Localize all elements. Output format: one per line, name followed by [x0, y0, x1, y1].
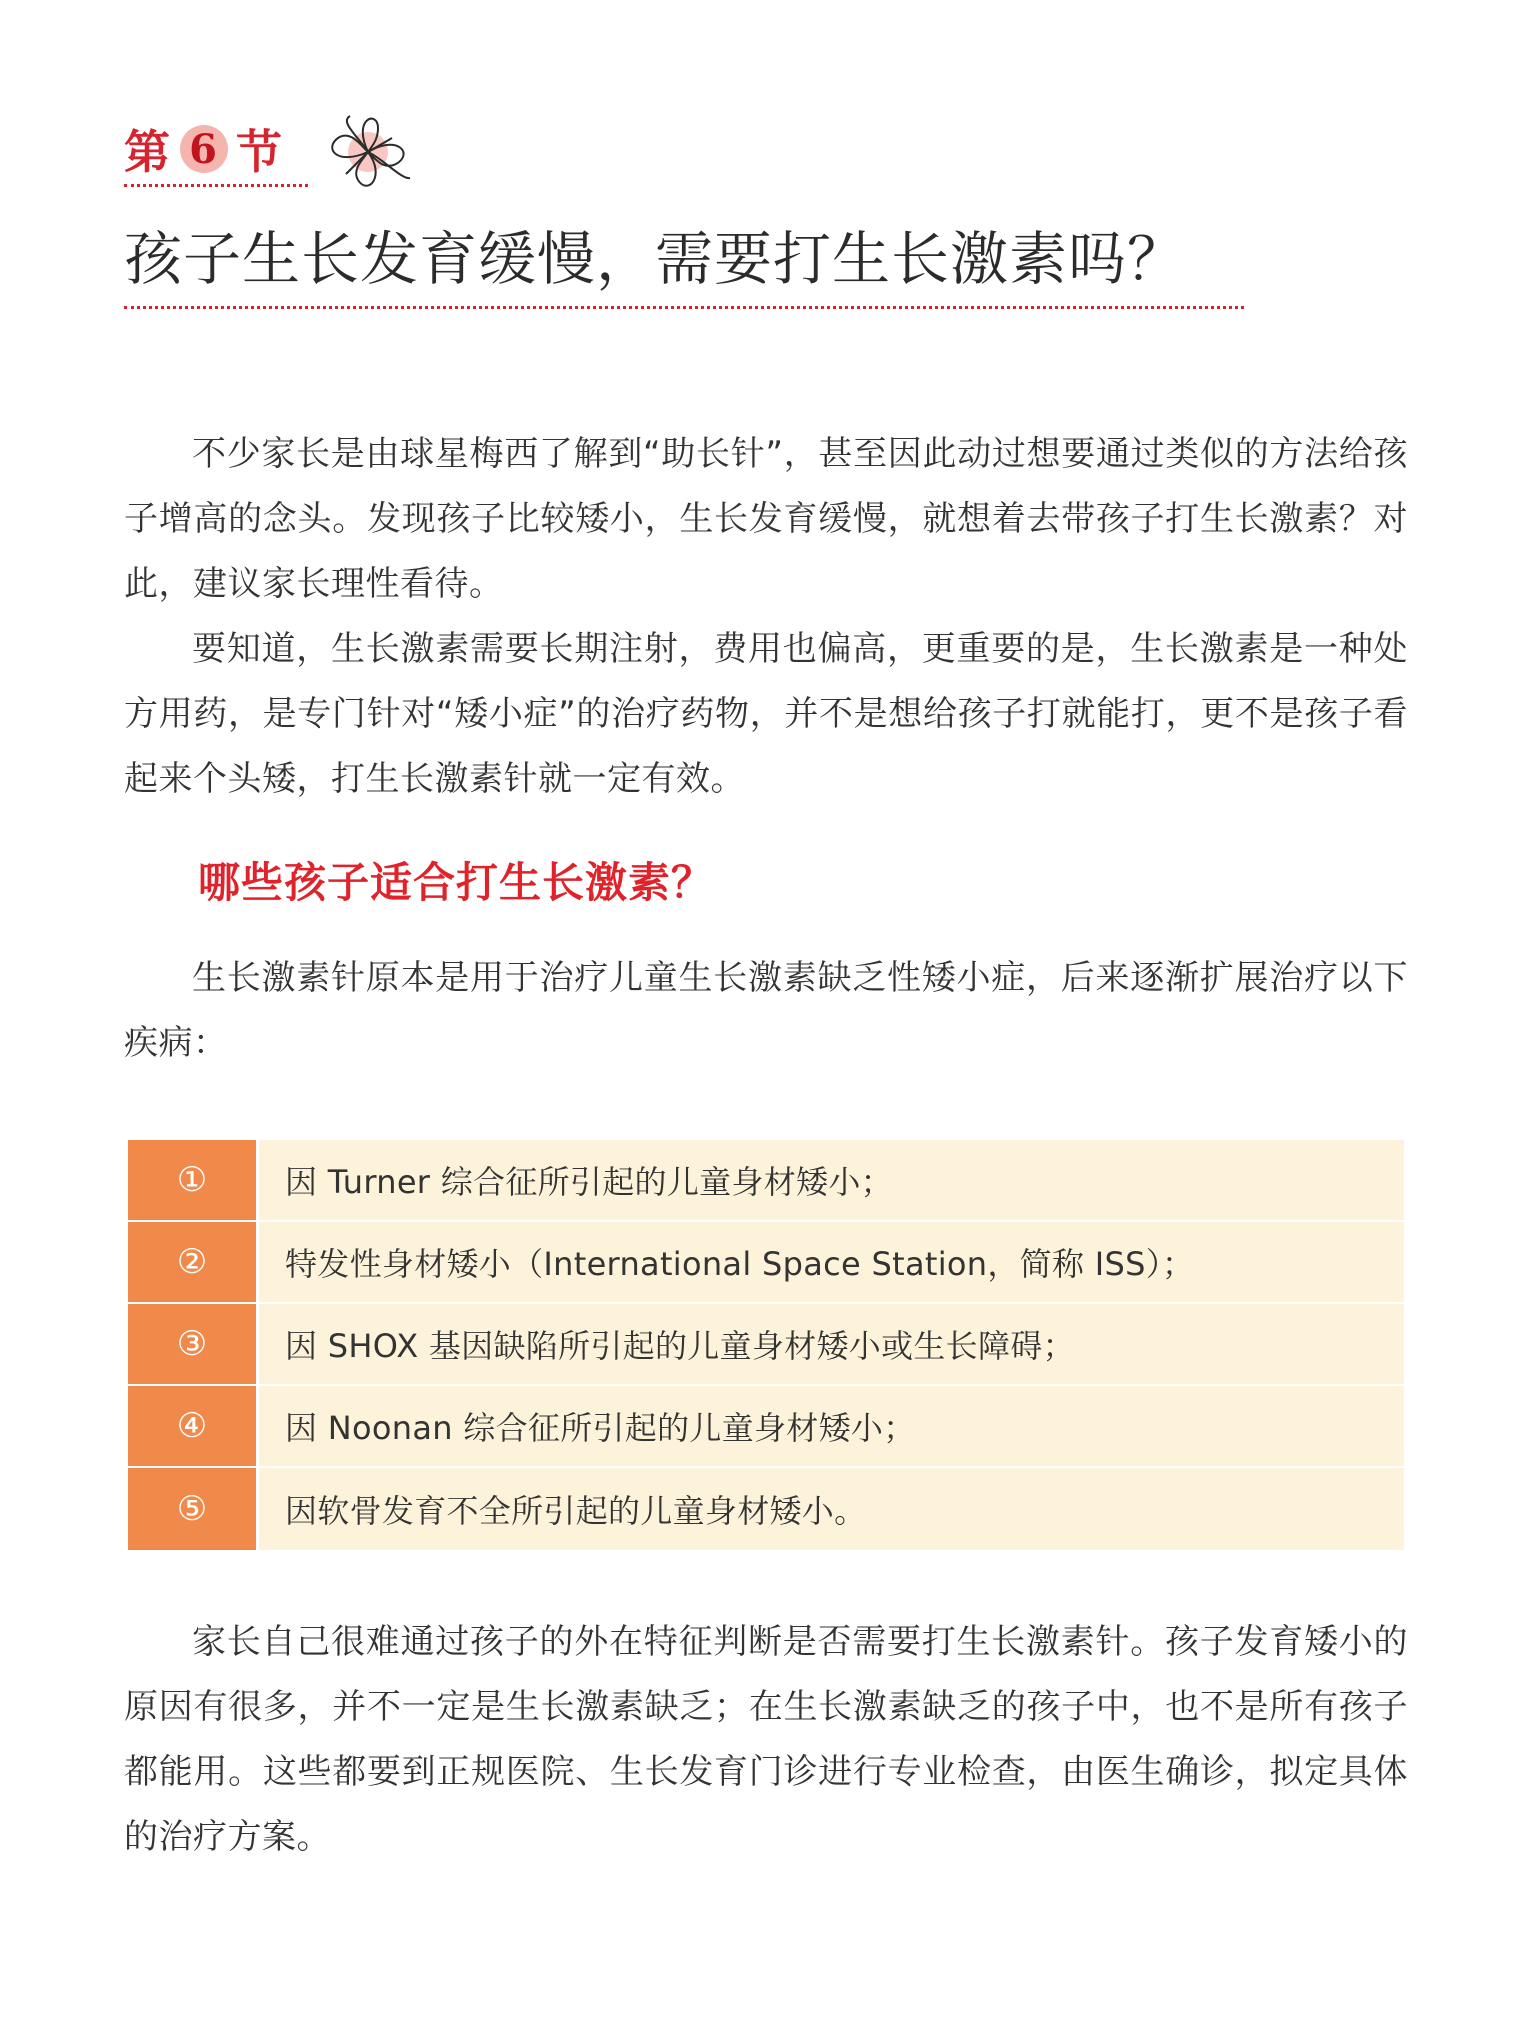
section-number: 6 [180, 125, 228, 173]
list-text: 因 Noonan 综合征所引起的儿童身材矮小； [285, 1409, 916, 1447]
disease-list [128, 1140, 1404, 1550]
list-number: ⑤ [128, 1468, 259, 1550]
section-prefix: 第 [124, 125, 172, 179]
subheading: 哪些孩子适合打生长激素？ [198, 858, 715, 907]
paragraph-2: 要知道，生长激素需要长期注射，费用也偏高，更重要的是，生长激素是一种处方用药，是专门针对“矮小症”的治疗药物，并不是想给孩子打就能打，更不是孩子看起来个头矮，打生长激素针就一定有效。 [124, 629, 1408, 799]
list-item [128, 1386, 1404, 1468]
list-text: 因 Turner 综合征所引起的儿童身材矮小； [285, 1163, 893, 1201]
section-underline [124, 184, 308, 187]
section-label [124, 118, 284, 180]
title-underline [124, 306, 1244, 309]
list-item [128, 1304, 1404, 1386]
intro-paragraph: 生长激素针原本是用于治疗儿童生长激素缺乏性矮小症，后来逐渐扩展治疗以下疾病： [124, 958, 1408, 1063]
paragraph-1: 不少家长是由球星梅西了解到“助长针”，甚至因此动过想要通过类似的方法给孩子增高的念头。发现孩子比较矮小，生长发育缓慢，就想着去带孩子打生长激素？对此，建议家长理性看待。 [124, 434, 1408, 604]
page-title: 孩子生长发育缓慢，需要打生长激素吗？ [124, 225, 1187, 293]
list-text: 因 SHOX 基因缺陷所引起的儿童身材矮小或生长障碍； [285, 1327, 1075, 1365]
list-text: 因软骨发育不全所引起的儿童身材矮小。 [285, 1492, 867, 1530]
list-number: ② [128, 1222, 259, 1302]
list-number: ④ [128, 1386, 259, 1466]
list-item [128, 1468, 1404, 1550]
section-suffix: 节 [236, 125, 284, 179]
list-text: 特发性身材矮小（International Space Station，简称 ISS）； [285, 1245, 1195, 1283]
conclusion-paragraph: 家长自己很难通过孩子的外在特征判断是否需要打生长激素针。孩子发育矮小的原因有很多，并不一定是生长激素缺乏；在生长激素缺乏的孩子中，也不是所有孩子都能用。这些都要到正规医院、生长发育门诊进行专业检查，由医生确诊，拟定具体的治疗方案。 [124, 1622, 1408, 1857]
list-number: ① [128, 1140, 259, 1220]
flower-icon [322, 108, 414, 196]
list-item [128, 1222, 1404, 1304]
list-number: ③ [128, 1304, 259, 1384]
list-item [128, 1140, 1404, 1222]
